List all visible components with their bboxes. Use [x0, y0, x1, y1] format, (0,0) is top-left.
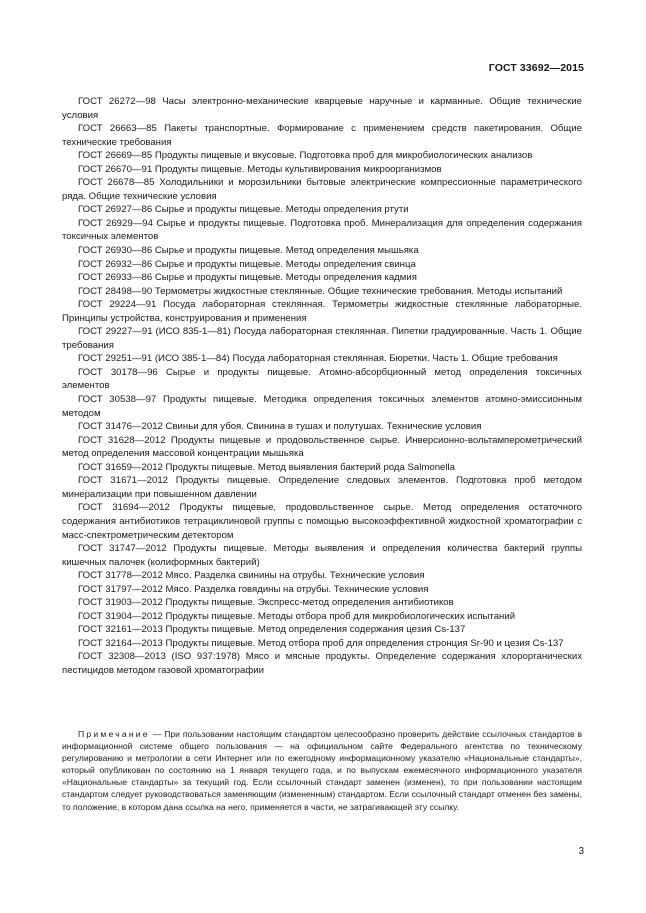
reference-item: ГОСТ 26933—86 Сырье и продукты пищевые. Методы определения кадмия [78, 272, 417, 284]
reference-item: ГОСТ 28498—90 Термометры жидкостные стеклянные. Общие технические требования. Методы испытаний [78, 285, 563, 297]
reference-item: ГОСТ 26930—86 Сырье и продукты пищевые. Метод определения мышьяка [78, 245, 419, 257]
reference-item: ГОСТ 29224—91 Посуда лабораторная стеклянная. Термометры жидкостные стеклянные лабораторные. Принципы устройства, конструирования и применения [62, 299, 582, 324]
reference-item: ГОСТ 31476—2012 Свиньи для убоя. Свинина в тушах и полутушах. Технические условия [78, 421, 482, 433]
reference-item: ГОСТ 31904—2012 Продукты пищевые. Методы отбора проб для микробиологических испытаний [78, 610, 516, 622]
reference-item: ГОСТ 30538—97 Продукты пищевые. Методика определения токсичных элементов атомно-эмиссионным методом [62, 394, 582, 419]
reference-item: ГОСТ 31659—2012 Продукты пищевые. Метод выявления бактерий рода Salmonella [78, 461, 455, 473]
reference-item: ГОСТ 32161—2013 Продукты пищевые. Метод определения содержания цезия Cs-137 [78, 624, 466, 636]
reference-item: ГОСТ 32308—2013 (ISO 937:1978) Мясо и мясные продукты. Определение содержания хлорорганических пестицидов методом газовой хроматографии [62, 651, 582, 676]
reference-item: ГОСТ 26663—85 Пакеты транспортные. Формирование с применением средств пакетирования. Общие технические требования [62, 123, 582, 148]
reference-item: ГОСТ 31903—2012 Продукты пищевые. Экспресс-метод определения антибиотиков [78, 597, 454, 609]
reference-item: ГОСТ 29227—91 (ИСО 835-1—81) Посуда лабораторная стеклянная. Пипетки градуированные. Часть 1. Общие требования [62, 326, 582, 351]
reference-item: ГОСТ 31778—2012 Мясо. Разделка свинины на отрубы. Технические условия [78, 570, 425, 582]
note-paragraph [62, 728, 582, 813]
reference-item: ГОСТ 26272—98 Часы электронно-механические кварцевые наручные и карманные. Общие технические условия [62, 96, 582, 121]
reference-item: ГОСТ 26932—86 Сырье и продукты пищевые. Методы определения свинца [78, 258, 416, 270]
reference-item: ГОСТ 31747—2012 Продукты пищевые. Методы выявления и определения количества бактерий группы кишечных палочек (колиформных бактерий) [62, 543, 582, 568]
reference-item: ГОСТ 26669—85 Продукты пищевые и вкусовые. Подготовка проб для микробиологических анализов [78, 150, 533, 162]
reference-item: ГОСТ 30178—96 Сырье и продукты пищевые. Атомно-абсорбционный метод определения токсичных элементов [62, 366, 582, 392]
reference-item: ГОСТ 29251—91 (ИСО 385-1—84) Посуда лабораторная стеклянная. Бюретки. Часть 1. Общие требования [78, 353, 558, 365]
page-number: 3 [578, 846, 584, 857]
reference-item: ГОСТ 26670—91 Продукты пищевые. Методы культивирования микроорганизмов [78, 163, 442, 175]
document-number-header: ГОСТ 33692—2015 [488, 62, 584, 74]
reference-item: ГОСТ 31671—2012 Продукты пищевые. Определение следовых элементов. Подготовка проб методом минерализации при повышенном давлении [62, 475, 582, 500]
reference-item: ГОСТ 26927—86 Сырье и продукты пищевые. Методы определения ртути [78, 204, 409, 216]
reference-item: ГОСТ 26929—94 Сырье и продукты пищевые. Подготовка проб. Минерализация для определения содержания токсичных элементов [62, 217, 582, 243]
normative-references-list [62, 95, 582, 678]
reference-item: ГОСТ 26678—85 Холодильники и морозильники бытовые электрические компрессионные параметрического ряда. Общие технические условия [62, 177, 582, 202]
reference-item: ГОСТ 31694—2012 Продукты пищевые, продовольственное сырье. Метод определения остаточного содержания антибиотиков тетрациклиновой группы с помощью высокоэффективной жидкостной хроматографии с масс-спектрометрическим детектором [62, 502, 582, 541]
note-label: Примечание [78, 729, 150, 739]
reference-item: ГОСТ 32164—2013 Продукты пищевые. Метод отбора проб для определения стронция Sr-90 и цезия Cs-137 [78, 637, 564, 649]
reference-item: ГОСТ 31628—2012 Продукты пищевые и продовольственное сырье. Инверсионно-вольтамперометрический метод определения массовой концентрации мышьяка [62, 434, 582, 460]
reference-item: ГОСТ 31797—2012 Мясо. Разделка говядины на отрубы. Технические условия [78, 583, 429, 595]
note-text: — При пользовании настоящим стандартом целесообразно проверить действие ссылочных стандартов в информационной системе общего пользования — на официальном сайте Федерального агентства по техническому регулированию и метрологии в сети Интернет или по ежегодному информационному указателю «Национальные стандарты», который опубликован по состоянию на 1 января текущего года, и по выпускам ежемесячного информационного указателя «Национальные стандарты» за текущий год. Если ссылочный стандарт заменен (изменен), то при пользовании настоящим стандартом следует руководствоваться заменяющим (измененным) стандартом. Если ссылочный стандарт отменен без замены, то положение, в котором дана ссылка на него, применяется в части, не затрагивающей эту ссылку. [62, 729, 583, 812]
